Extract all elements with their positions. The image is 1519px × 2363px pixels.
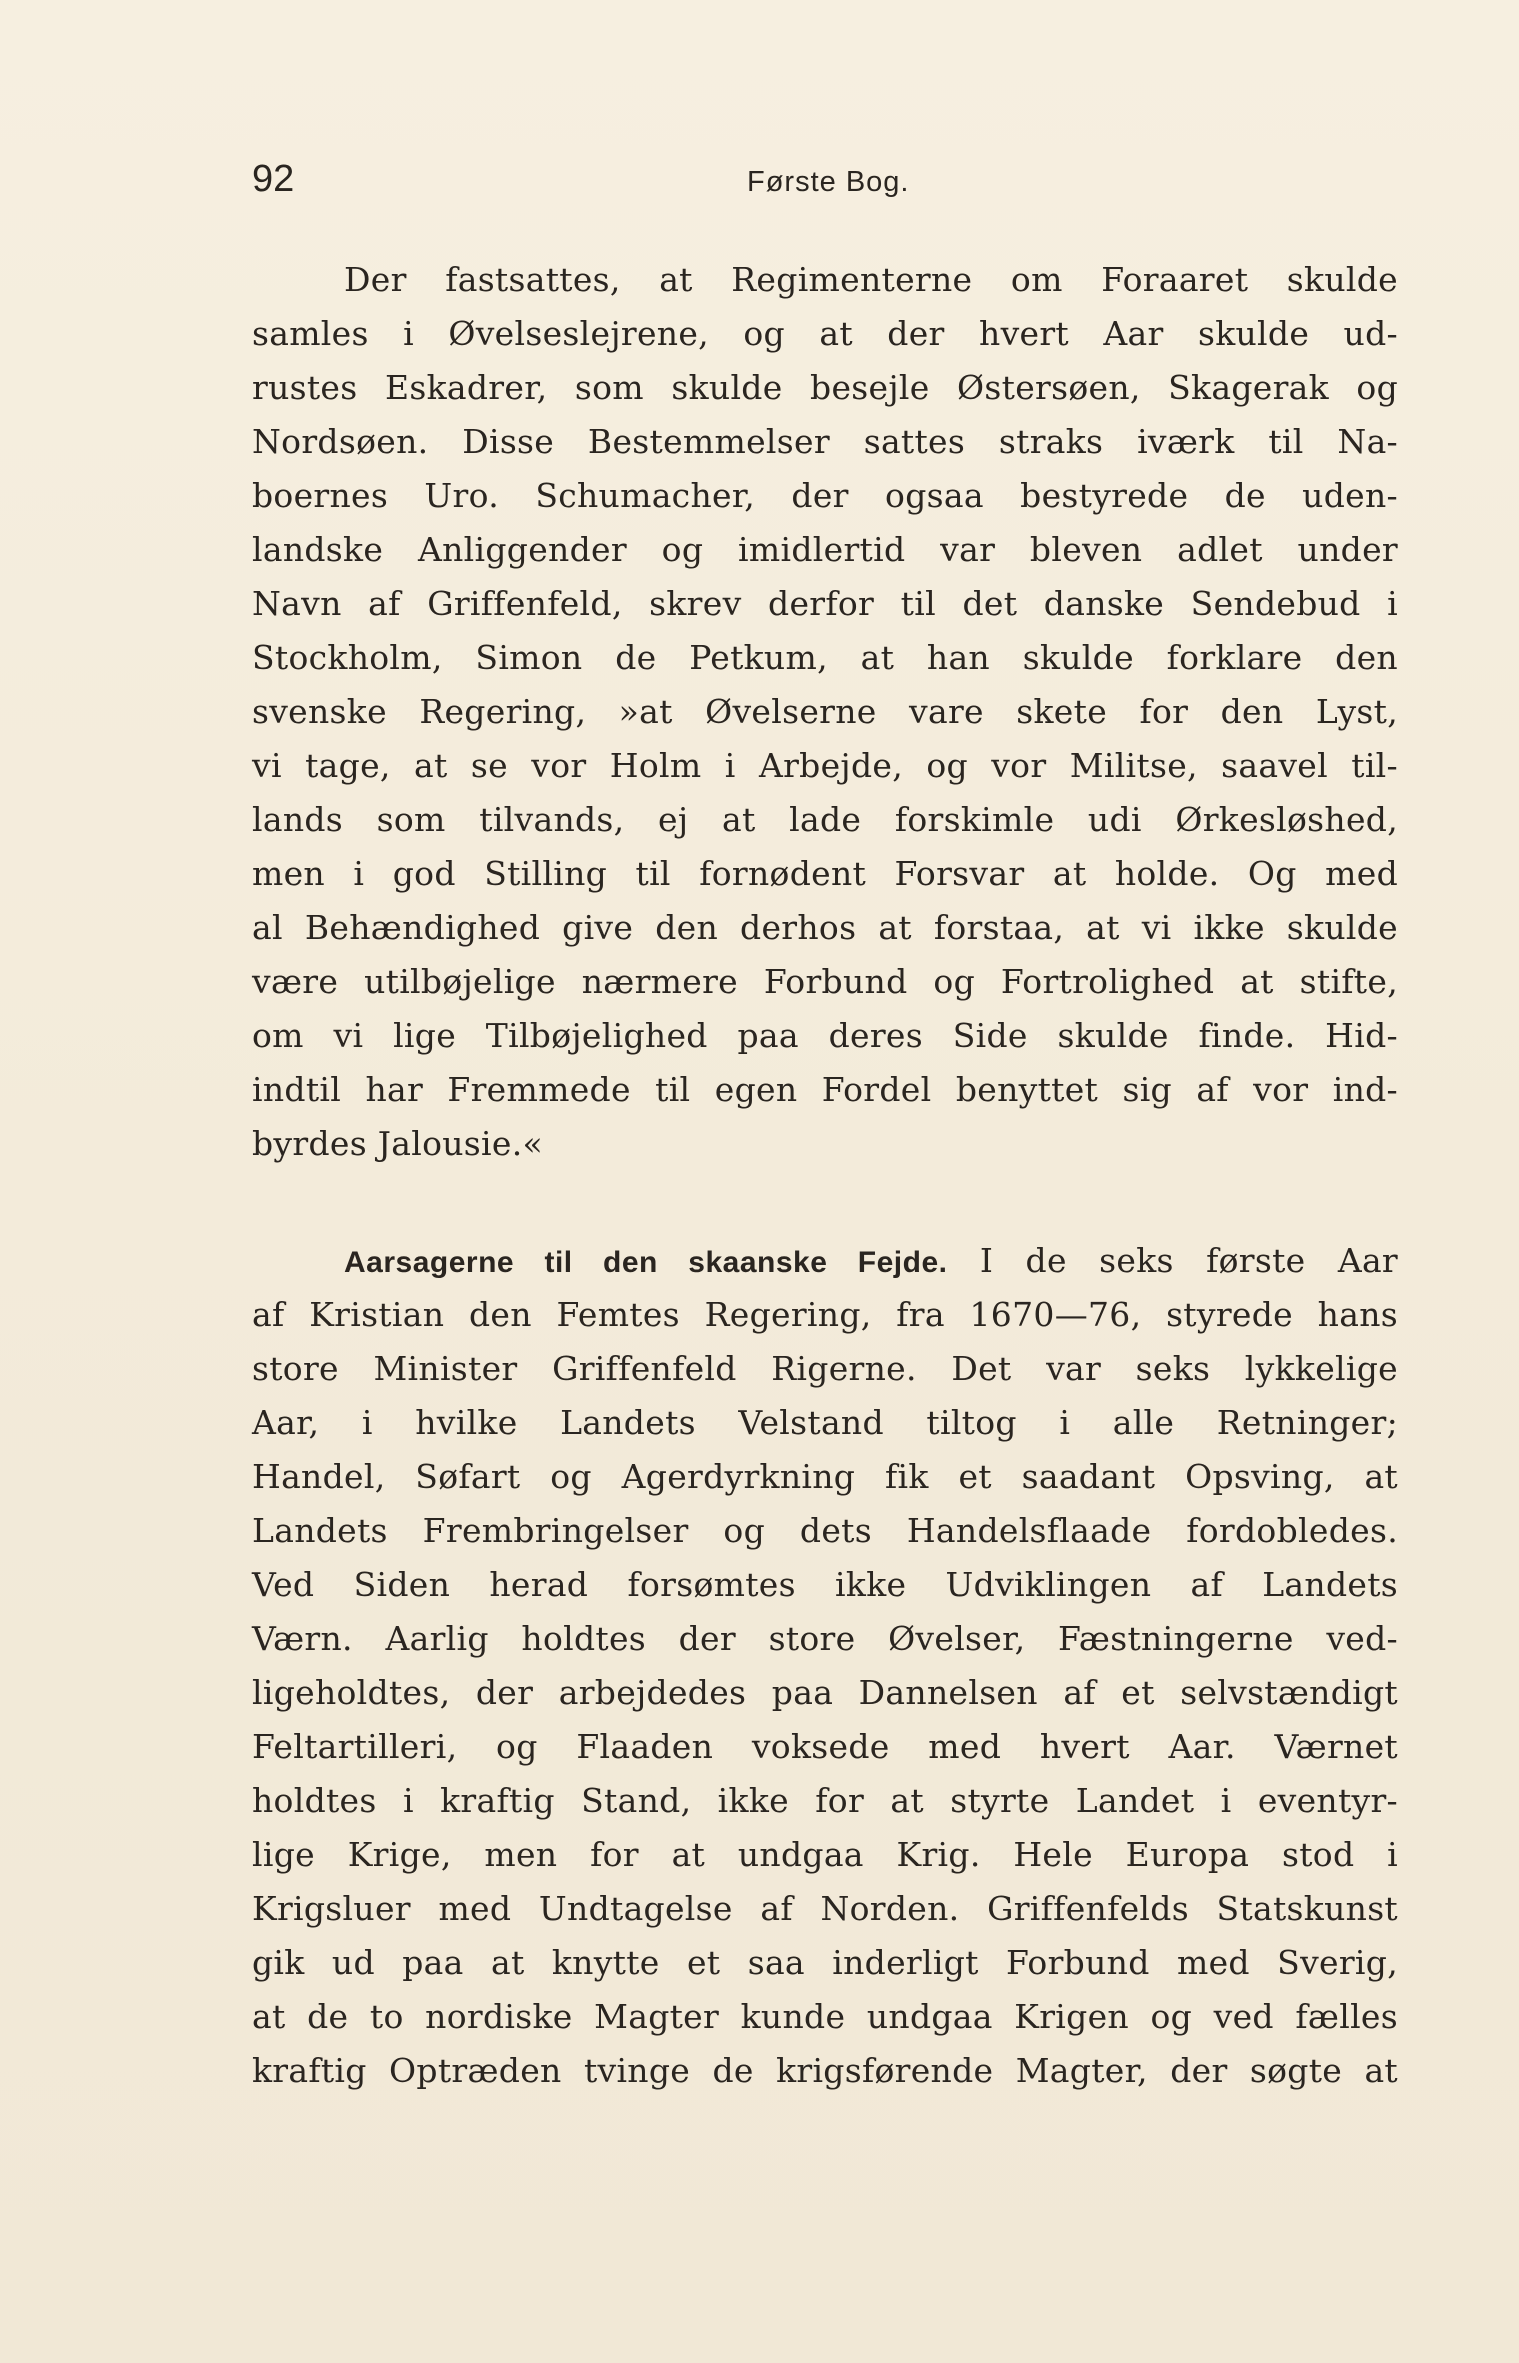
text-line: holdtes i kraftig Stand, ikke for at styrte Landet i eventyr- <box>252 1781 1398 1820</box>
text-line: al Behændighed give den derhos at forstaa, at vi ikke skulde <box>252 908 1398 947</box>
text-line: Værn. Aarlig holdtes der store Øvelser, Fæstningerne ved- <box>252 1619 1398 1658</box>
running-head: Første Bog. <box>747 166 910 198</box>
text-line: landske Anliggender og imidlertid var bleven adlet under <box>252 530 1398 569</box>
text-line: Aar, i hvilke Landets Velstand tiltog i alle Retninger; <box>252 1403 1398 1442</box>
text-line: om vi lige Tilbøjelighed paa deres Side skulde finde. Hid- <box>252 1016 1398 1055</box>
text-line: store Minister Griffenfeld Rigerne. Det var seks lykkelige <box>252 1349 1398 1388</box>
page-number: 92 <box>252 158 295 200</box>
text-line-rest: I de seks første Aar <box>979 1241 1398 1280</box>
section-heading: Aarsagerne til den skaanske Fejde. <box>344 1246 948 1279</box>
text-line: være utilbøjelige nærmere Forbund og Fortrolighed at stifte, <box>252 962 1398 1001</box>
text-line: indtil har Fremmede til egen Fordel benyttet sig af vor ind- <box>252 1070 1398 1109</box>
text-line: gik ud paa at knytte et saa inderligt Forbund med Sverig, <box>252 1943 1398 1982</box>
text-line: Feltartilleri, og Flaaden voksede med hvert Aar. Værnet <box>252 1727 1398 1766</box>
text-line: boernes Uro. Schumacher, der ogsaa bestyrede de uden- <box>252 476 1398 515</box>
text-line: Der fastsattes, at Regimenterne om Foraaret skulde <box>344 260 1398 299</box>
text-line: samles i Øvelseslejrene, og at der hvert Aar skulde ud- <box>252 314 1398 353</box>
text-line: vi tage, at se vor Holm i Arbejde, og vor Militse, saavel til- <box>252 746 1398 785</box>
text-line: rustes Eskadrer, som skulde besejle Østersøen, Skagerak og <box>252 368 1398 407</box>
text-line: Handel, Søfart og Agerdyrkning fik et saadant Opsving, at <box>252 1457 1398 1496</box>
text-line: af Kristian den Femtes Regering, fra 1670—76, styrede hans <box>252 1295 1398 1334</box>
text-line: ligeholdtes, der arbejdedes paa Dannelsen af et selvstændigt <box>252 1673 1398 1712</box>
text-line: Navn af Griffenfeld, skrev derfor til det danske Sendebud i <box>252 584 1398 623</box>
paragraph-griffenfeld-exercises <box>252 253 1398 1171</box>
text-line: Stockholm, Simon de Petkum, at han skulde forklare den <box>252 638 1398 677</box>
section-first-line <box>252 1234 1398 1288</box>
text-line: svenske Regering, »at Øvelserne vare skete for den Lyst, <box>252 692 1398 731</box>
text-line: kraftig Optræden tvinge de krigsførende Magter, der søgte at <box>252 2051 1398 2090</box>
paragraph-scanian-war-causes <box>252 1234 1398 2098</box>
page-header <box>252 158 1412 208</box>
text-line: lands som tilvands, ej at lade forskimle udi Ørkesløshed, <box>252 800 1398 839</box>
text-line: Krigsluer med Undtagelse af Norden. Griffenfelds Statskunst <box>252 1889 1398 1928</box>
text-line: Nordsøen. Disse Bestemmelser sattes straks iværk til Na- <box>252 422 1398 461</box>
text-line: lige Krige, men for at undgaa Krig. Hele Europa stod i <box>252 1835 1398 1874</box>
text-line: men i god Stilling til fornødent Forsvar at holde. Og med <box>252 854 1398 893</box>
text-line: Ved Siden herad forsømtes ikke Udviklingen af Landets <box>252 1565 1398 1604</box>
text-line: Landets Frembringelser og dets Handelsflaade fordobledes. <box>252 1511 1398 1550</box>
text-line: at de to nordiske Magter kunde undgaa Krigen og ved fælles <box>252 1997 1398 2036</box>
text-line: byrdes Jalousie.« <box>252 1124 543 1163</box>
